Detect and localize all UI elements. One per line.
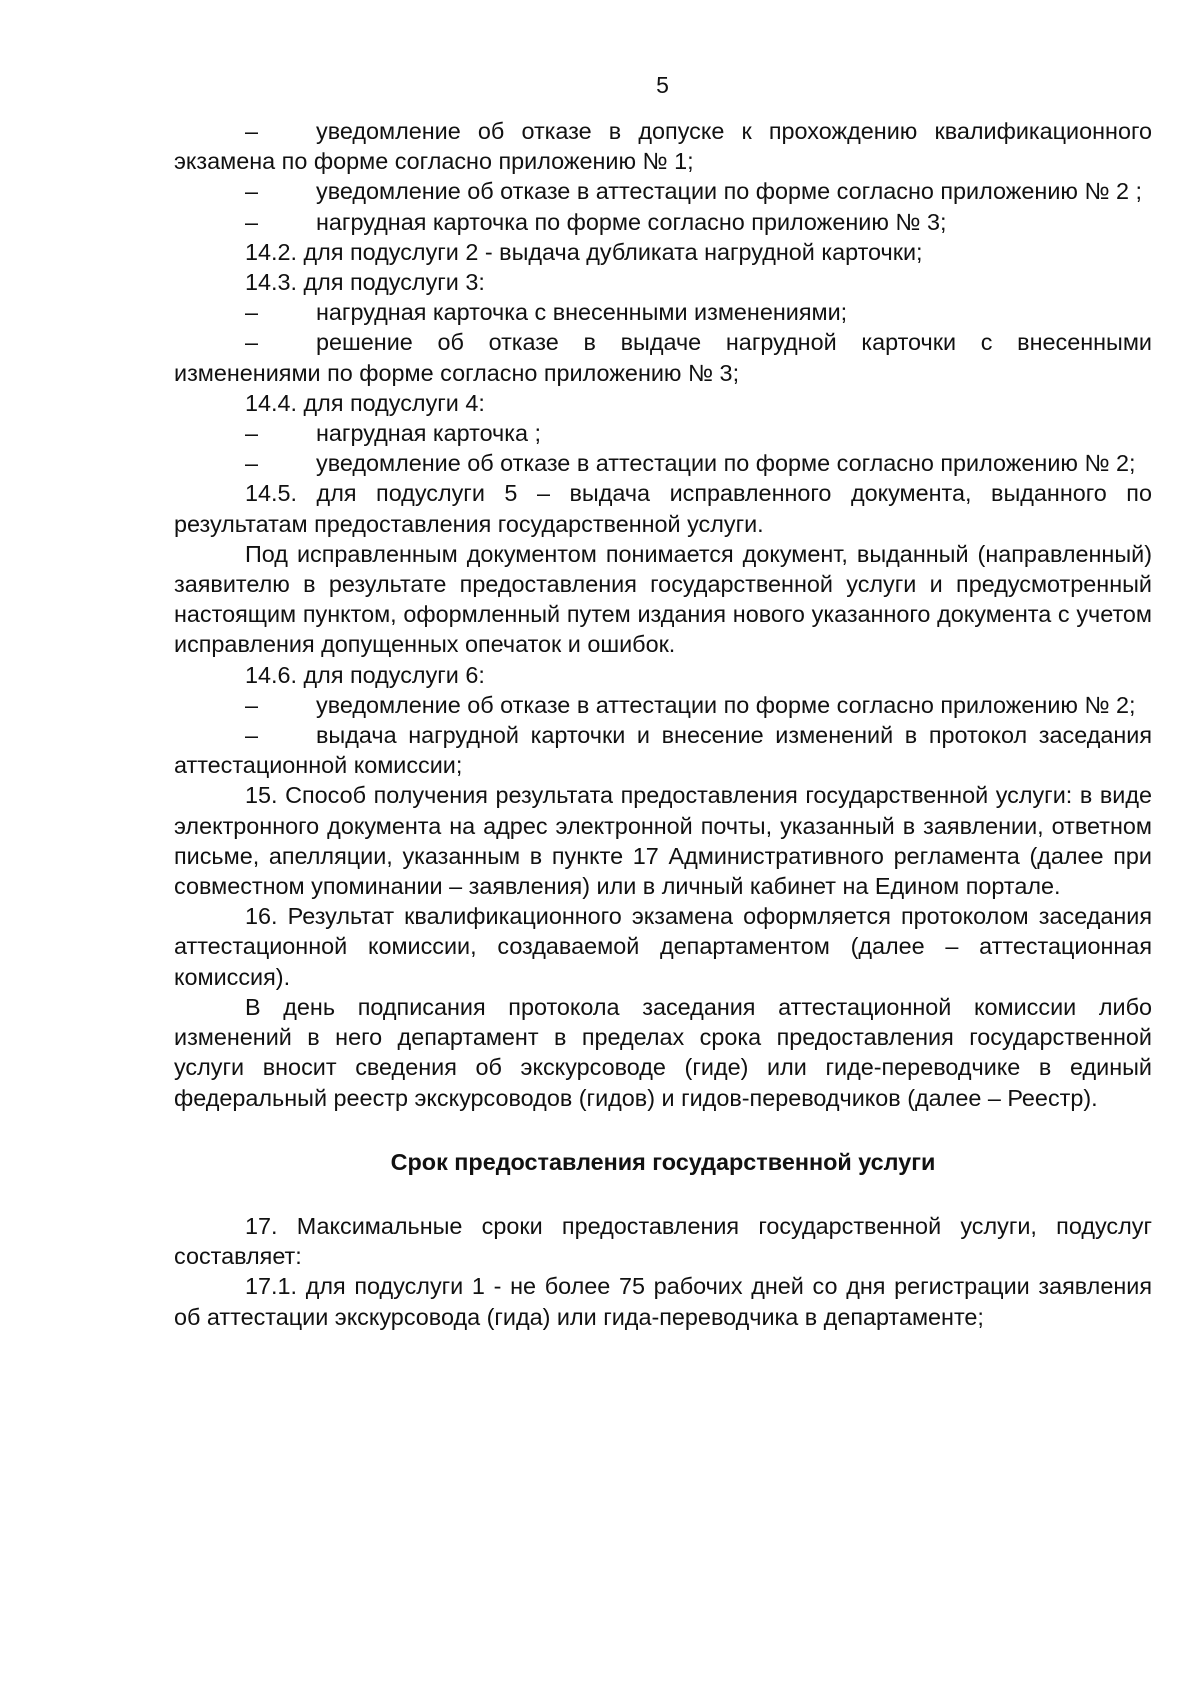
dash-marker: –	[245, 691, 259, 718]
paragraph-group-terms	[174, 1211, 1152, 1332]
paragraph-text: нагрудная карточка ;	[316, 420, 541, 447]
paragraph-text: выдача нагрудной карточки и внесение изменений в протокол заседания аттестационной комиссии;	[174, 722, 1152, 779]
dash-marker: –	[245, 329, 259, 356]
paragraph	[174, 539, 1152, 660]
list-item	[174, 207, 1152, 237]
paragraph	[174, 1211, 1152, 1271]
dash-marker: –	[245, 420, 259, 447]
paragraph-text: уведомление об отказе в аттестации по форме согласно приложению № 2 ;	[316, 178, 1143, 205]
paragraph-text: нагрудная карточка с внесенными изменениями;	[316, 299, 848, 326]
list-item	[174, 690, 1152, 720]
paragraph-text: 17. Максимальные сроки предоставления государственной услуги, подуслуг составляет:	[174, 1212, 1152, 1270]
paragraph-text: 17.1. для подуслуги 1 - не более 75 рабочих дней со дня регистрации заявления об аттестации экскурсовода (гида) или гида-переводчика в департаменте;	[174, 1273, 1152, 1330]
paragraph	[174, 660, 1152, 690]
paragraph-text: 14.5. для подуслуги 5 – выдача исправленного документа, выданного по результатам предоставления государственной услуги.	[174, 480, 1152, 537]
paragraph-text: Под исправленным документом понимается документ, выданный (направленный) заявителю в результате предоставления государственной услуги и предусмотренный настоящим пунктом, оформленный путем издания нового указанного документа с учетом исправления допущенных опечаток и ошибок.	[174, 540, 1152, 658]
list-item	[174, 448, 1152, 478]
dash-marker: –	[245, 208, 259, 235]
document-body	[174, 116, 1152, 1332]
paragraph-text: 14.4. для подуслуги 4:	[245, 389, 485, 416]
paragraph-text: 16. Результат квалификационного экзамена оформляется протоколом заседания аттестационной комиссии, создаваемой департаментом (далее – аттестационная комиссия).	[174, 903, 1152, 990]
dash-marker: –	[245, 722, 259, 749]
paragraph-text: уведомление об отказе в аттестации по форме согласно приложению № 2;	[316, 691, 1136, 718]
paragraph-text: уведомление об отказе в аттестации по форме согласно приложению № 2;	[316, 450, 1136, 477]
paragraph-text: уведомление об отказе в допуске к прохождению квалификационного экзамена по форме согласно приложению № 1;	[174, 118, 1152, 175]
section-heading: Срок предоставления государственной услуги	[390, 1148, 936, 1175]
list-item	[174, 176, 1152, 206]
dash-marker: –	[245, 450, 259, 477]
paragraph	[174, 267, 1152, 297]
paragraph-text: 14.6. для подуслуги 6:	[245, 661, 485, 688]
paragraph	[174, 992, 1152, 1113]
paragraph	[174, 1271, 1152, 1331]
paragraph	[174, 780, 1152, 901]
list-item	[174, 720, 1152, 780]
paragraph	[174, 388, 1152, 418]
list-item	[174, 327, 1152, 387]
paragraph	[174, 237, 1152, 267]
paragraph	[174, 901, 1152, 992]
list-item	[174, 418, 1152, 448]
paragraph-text: нагрудная карточка по форме согласно приложению № 3;	[316, 208, 947, 235]
paragraph-text: решение об отказе в выдаче нагрудной карточки с внесенными изменениями по форме согласно приложению № 3;	[174, 329, 1152, 386]
dash-marker: –	[245, 118, 259, 144]
dash-marker: –	[245, 299, 259, 326]
paragraph-text: В день подписания протокола заседания аттестационной комиссии либо изменений в него департамент в пределах срока предоставления государственной услуги вносит сведения об экскурсоводе (гиде) или гиде-переводчике в единый федеральный реестр экскурсоводов (гидов) и гидов-переводчиков (далее – Реестр).	[174, 993, 1152, 1111]
page-number: 5	[656, 72, 669, 98]
paragraph-group-results	[174, 116, 1152, 1113]
list-item	[174, 116, 1152, 176]
paragraph-text: 15. Способ получения результата предоставления государственной услуги: в виде электронного документа на адрес электронной почты, указанный в заявлении, ответном письме, апелляции, указанным в пункте 17 Административного регламента (далее при совместном упоминании – заявления) или в личный кабинет на Едином портале.	[174, 782, 1152, 900]
paragraph-text: 14.2. для подуслуги 2 - выдача дубликата нагрудной карточки;	[245, 238, 923, 265]
list-item	[174, 297, 1152, 327]
paragraph-text: 14.3. для подуслуги 3:	[245, 269, 485, 296]
paragraph	[174, 478, 1152, 538]
dash-marker: –	[245, 178, 259, 205]
